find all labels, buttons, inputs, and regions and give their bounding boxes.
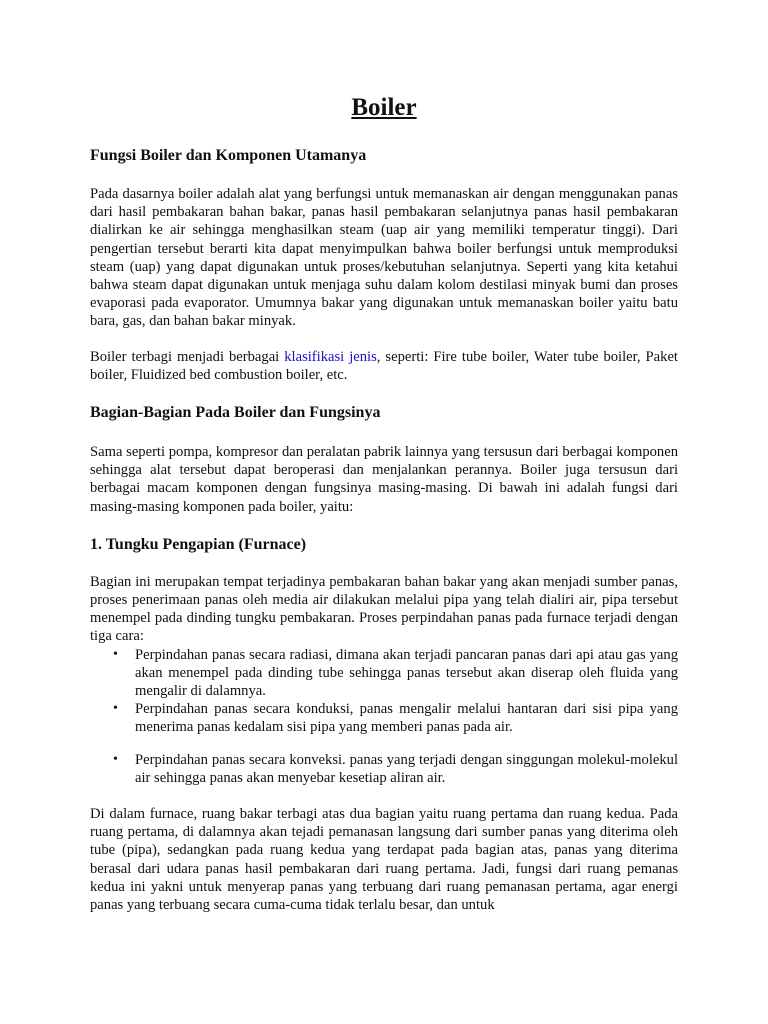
- document-page: [90, 92, 678, 914]
- paragraph-boiler-definition: Pada dasarnya boiler adalah alat yang berfungsi untuk memanaskan air dengan menggunakan panas dari hasil pembakaran bahan bakar, panas hasil pembakaran selanjutnya panas hasil pembakaran dialirkan ke air sehingga menghasilkan steam (uap air yang memiliki temperatur tinggi). Dari pengertian tersebut berarti kita dapat menyimpulkan bahwa boiler berfungsi untuk memproduksi steam (uap) yang dapat digunakan untuk proses/kebutuhan selanjutnya. Seperti yang kita ketahui bahwa steam dapat digunakan untuk menjaga suhu dalam kolom destilasi minyak bumi dan proses evaporasi pada evaporator. Umumnya bakar yang digunakan untuk memanaskan boiler yaitu batu bara, gas, dan bahan bakar minyak.: [90, 186, 678, 330]
- section-heading-tungku-pengapian: 1. Tungku Pengapian (Furnace): [90, 535, 307, 553]
- klasifikasi-jenis-link[interactable]: klasifikasi jenis: [284, 348, 377, 365]
- list-item-text: Perpindahan panas secara konveksi. panas yang terjadi dengan singgungan molekul-molekul air sehingga panas akan menyebar kesetiap aliran air.: [135, 751, 678, 786]
- list-item-text: Perpindahan panas secara radiasi, dimana akan terjadi pancaran panas dari api atau gas yang akan menempel pada dinding tube sehingga panas tersebut akan diserap oleh fluida yang mengalir di dalamnya.: [135, 646, 678, 700]
- list-item-conduction: [90, 700, 678, 736]
- section-heading-bagian-boiler: Bagian-Bagian Pada Boiler dan Fungsinya: [90, 404, 381, 422]
- list-item-convection: [90, 751, 678, 787]
- heat-transfer-list: [90, 646, 678, 787]
- list-item-radiation: [90, 646, 678, 701]
- bullet-icon: •: [113, 701, 118, 717]
- paragraph-boiler-classification: [90, 348, 678, 384]
- list-item-text: Perpindahan panas secara konduksi, panas mengalir melalui hantaran dari sisi pipa yang menerima panas kedalam sisi pipa yang memberi panas pada air.: [135, 701, 678, 736]
- classification-text-after: , seperti: Fire tube boiler, Water tube boiler, Paket boiler, Fluidized bed combustion boiler, etc.: [90, 348, 678, 383]
- classification-text-before: Boiler terbagi menjadi berbagai: [90, 348, 285, 365]
- paragraph-furnace-intro: Bagian ini merupakan tempat terjadinya pembakaran bahan bakar yang akan menjadi sumber panas, proses penerimaan panas oleh media air dilakukan melalui pipa yang telah dialiri air, pipa tersebut menempel pada dinding tungku pembakaran. Proses perpindahan panas pada furnace terjadi dengan tiga cara:: [90, 573, 678, 645]
- document-title: Boiler: [351, 94, 417, 121]
- section-heading-fungsi-boiler: Fungsi Boiler dan Komponen Utamanya: [90, 147, 367, 164]
- bullet-icon: •: [113, 646, 118, 662]
- bullet-icon: •: [113, 751, 118, 767]
- paragraph-furnace-chambers: Di dalam furnace, ruang bakar terbagi atas dua bagian yaitu ruang pertama dan ruang kedua. Pada ruang pertama, di dalamnya akan tejadi pemanasan langsung dari sumber panas yang diterima oleh tube (pipa), sedangkan pada ruang kedua yang terdapat pada bagian atas, panas yang diterima berasal dari udara panas hasil pembakaran dari ruang pertama. Jadi, fungsi dari ruang pemanas kedua ini yakni untuk menyerap panas yang terbuang dari ruang pemanasan pertama, agar energi panas yang terbuang secara cuma-cuma tidak terlalu besar, dan untuk: [90, 806, 678, 914]
- paragraph-boiler-components: Sama seperti pompa, kompresor dan peralatan pabrik lainnya yang tersusun dari berbagai komponen sehingga alat tersebut dapat beroperasi dan menjalankan perannya. Boiler juga tersusun dari berbagai macam komponen dengan fungsinya masing-masing. Di bawah ini adalah fungsi dari masing-masing komponen pada boiler, yaitu:: [90, 444, 678, 515]
